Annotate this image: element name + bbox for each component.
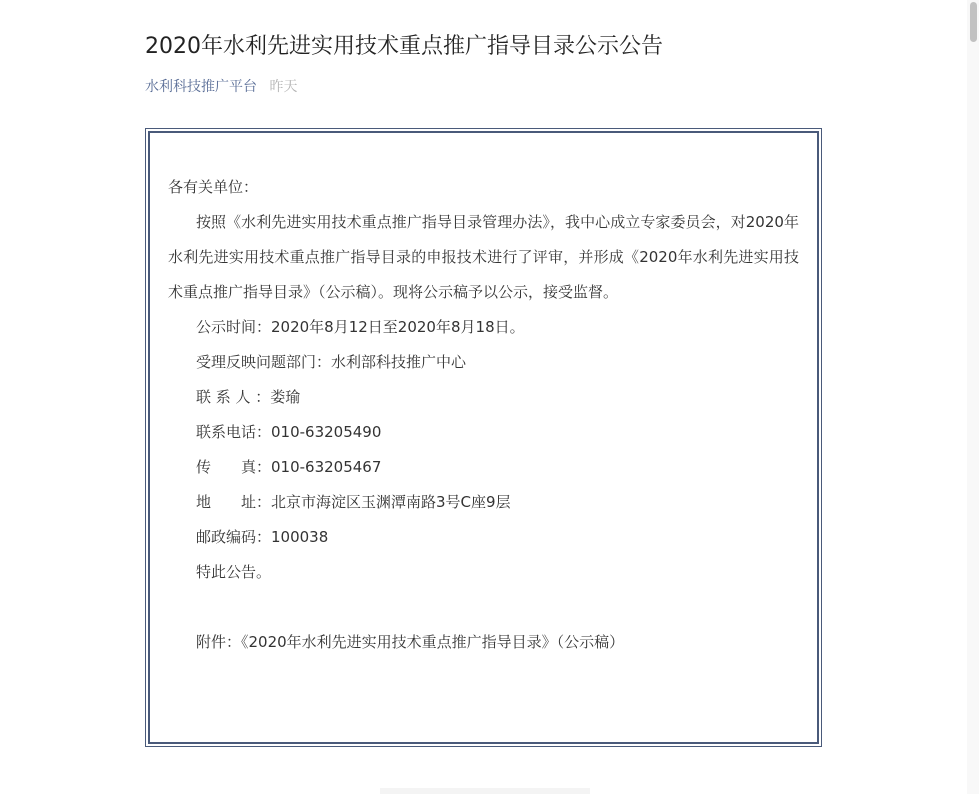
article-title: 2020年水利先进实用技术重点推广指导目录公示公告 <box>145 34 663 59</box>
notice-salutation: 各有关单位： <box>168 178 259 196</box>
notice-closing: 特此公告。 <box>196 563 272 581</box>
notice-fax: 传 真：010-63205467 <box>196 458 382 476</box>
blank-line <box>168 590 799 625</box>
notice-postcode: 邮政编码：100038 <box>196 528 329 546</box>
notice-department: 受理反映问题部门：水利部科技推广中心 <box>196 353 467 371</box>
vertical-scrollbar[interactable] <box>967 0 979 794</box>
account-name-link[interactable]: 水利科技推广平台 <box>145 79 257 95</box>
notice-phone: 联系电话：010-63205490 <box>196 423 382 441</box>
notice-address: 地 址：北京市海淀区玉渊潭南路3号C座9层 <box>196 493 511 511</box>
notice-period: 公示时间：2020年8月12日至2020年8月18日。 <box>196 318 525 336</box>
scrollbar-thumb[interactable] <box>970 2 977 42</box>
notice-body: 按照《水利先进实用技术重点推广指导目录管理办法》，我中心成立专家委员会，对2020年水利先进实用技术重点推广指导目录的申报技术进行了评审，并形成《2020年水利先进实用技术重点推广指导目录》（公示稿）。现将公示稿予以公示，接受监督。 <box>168 213 799 301</box>
notice-frame <box>145 128 822 747</box>
publish-date: 昨天 <box>269 79 298 95</box>
article-meta <box>145 76 825 98</box>
article-header <box>145 0 825 98</box>
notice-attachment: 附件：《2020年水利先进实用技术重点推广指导目录》（公示稿） <box>196 633 625 651</box>
notice-contact: 联 系 人 ：娄瑜 <box>196 388 301 406</box>
bottom-image-edge <box>380 788 590 794</box>
notice-content <box>148 131 819 744</box>
